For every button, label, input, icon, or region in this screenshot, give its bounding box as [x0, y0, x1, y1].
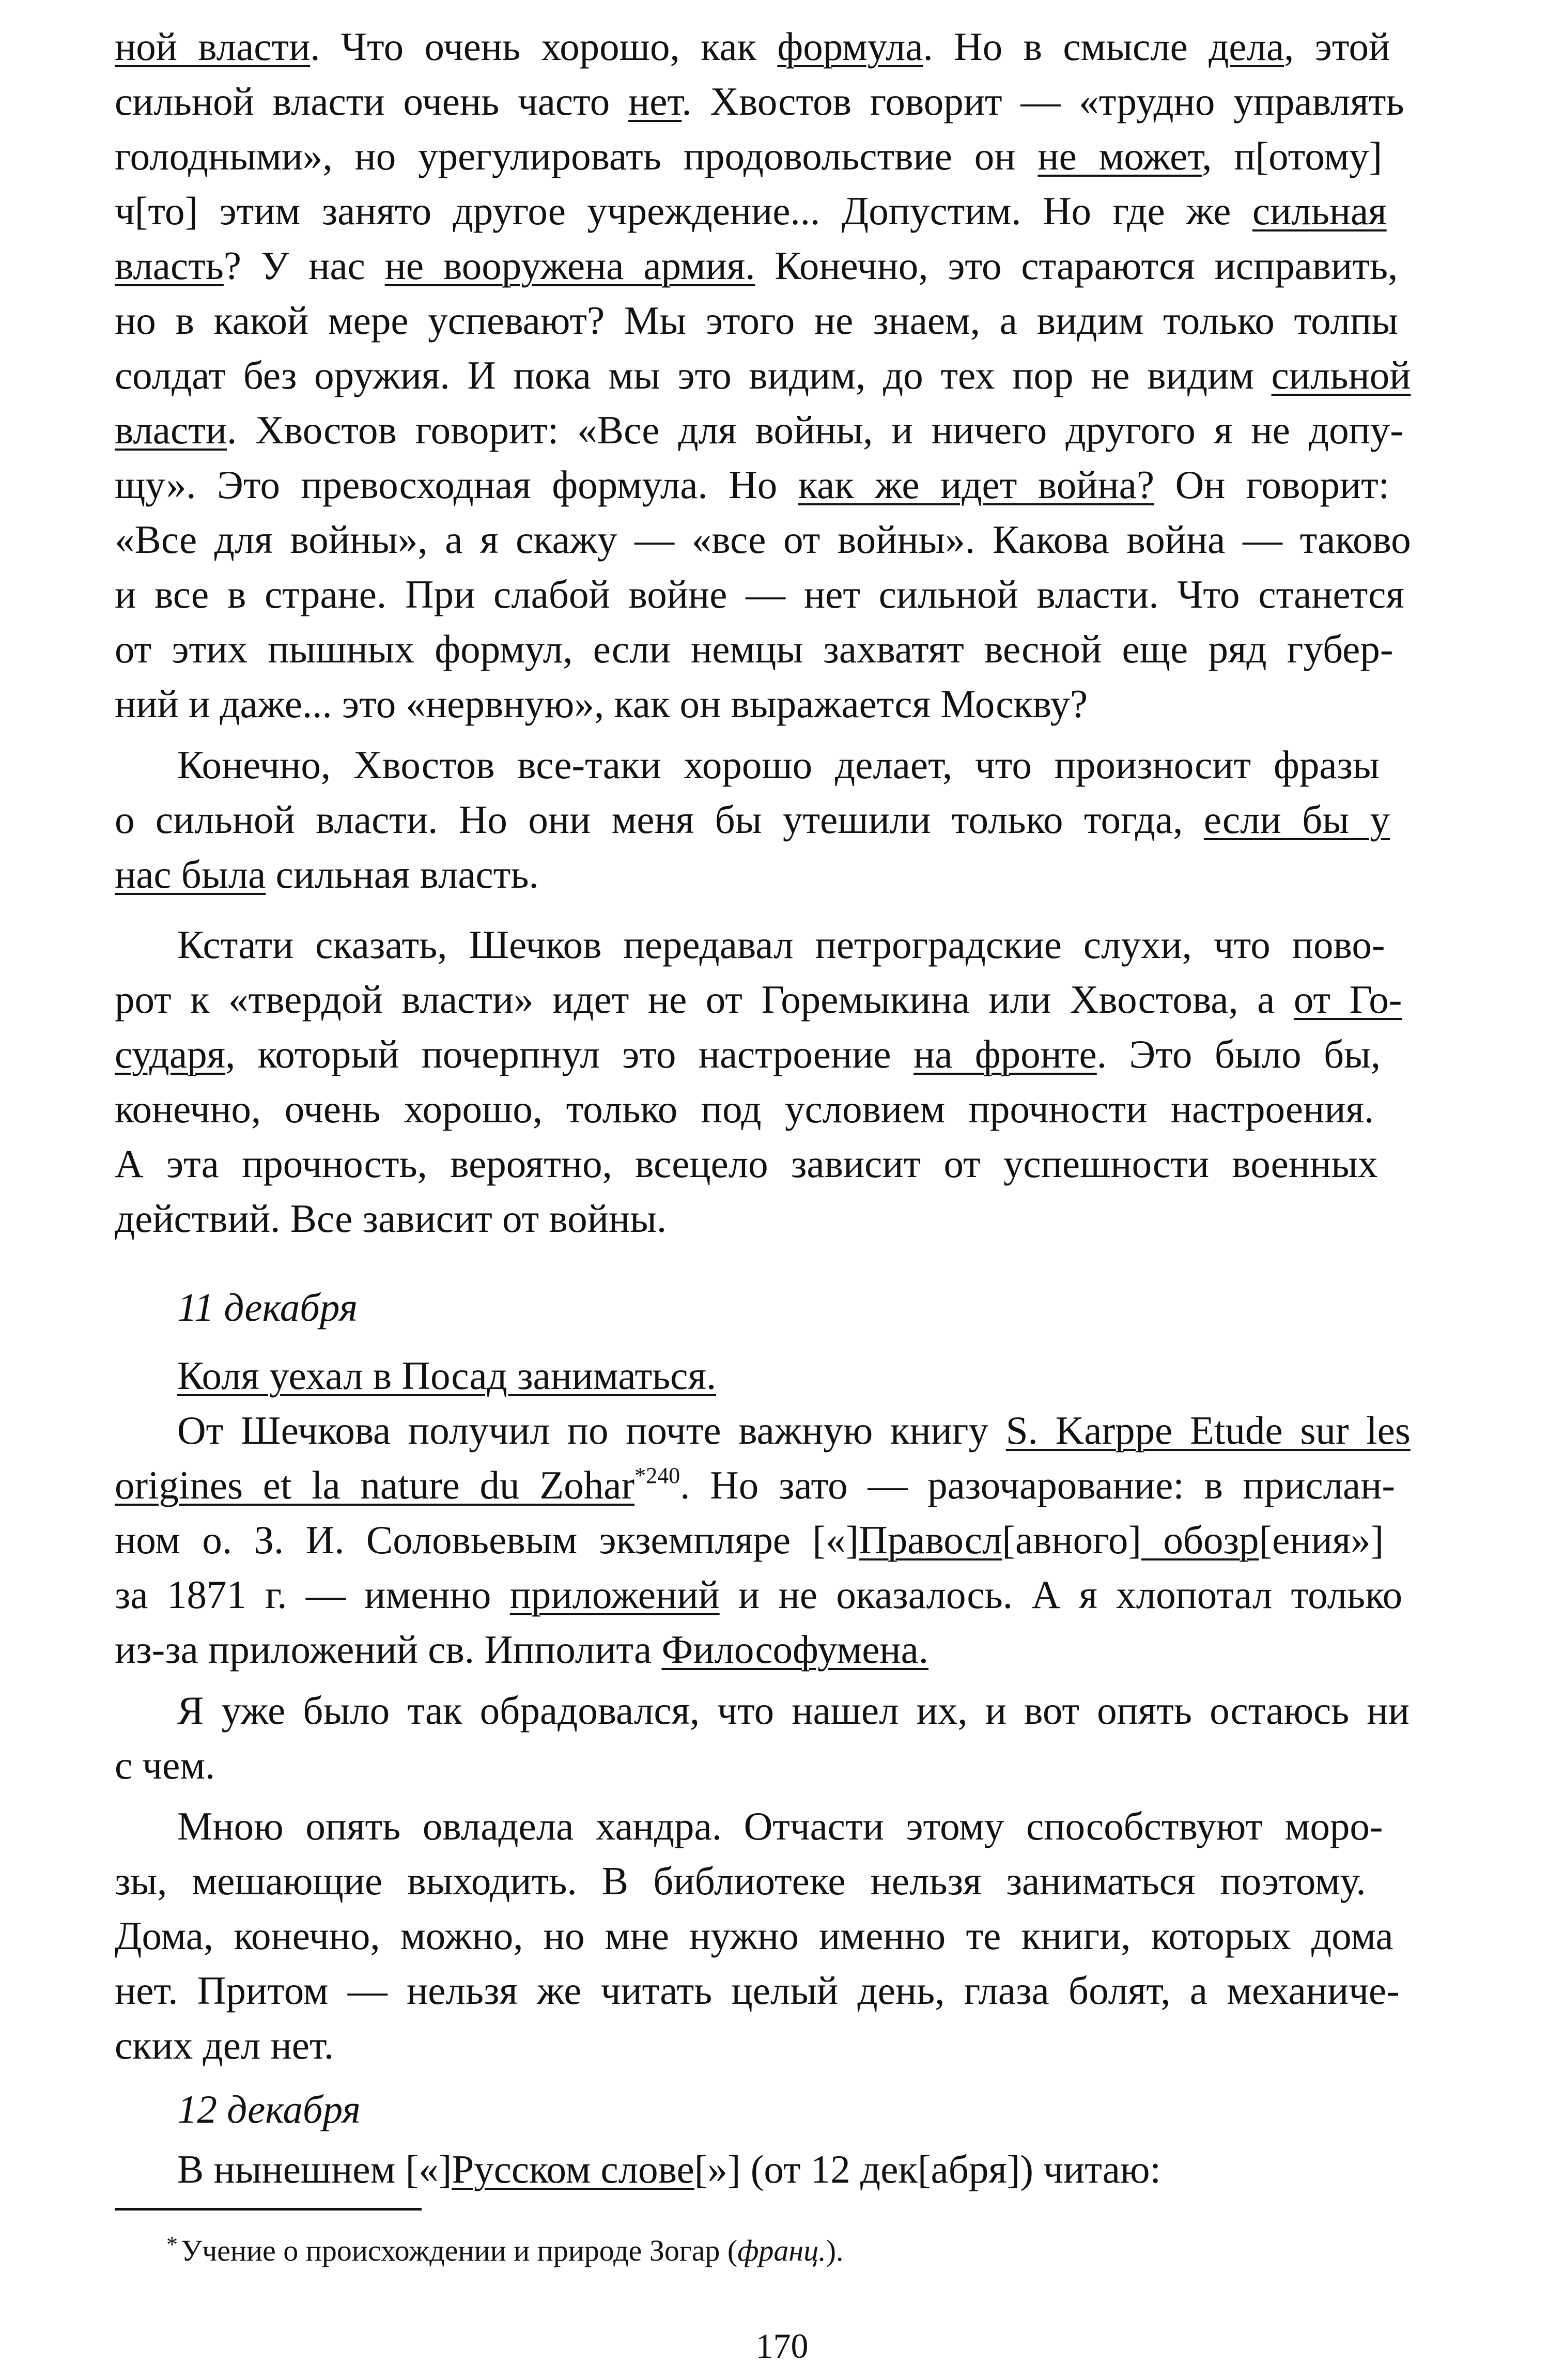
text-line: ских дел нет. — [115, 2023, 334, 2067]
text-line: В нынешнем [«]Русском слове[»] (от 12 дек[абря]) читаю: — [177, 2147, 1161, 2191]
text-line: Мною опять овладела хандра. Отчасти этому способствуют моро- — [177, 1804, 1383, 1848]
text-line: из-за приложений св. Ипполита Философумена. — [115, 1627, 929, 1672]
text-line: за 1871 г. — именно приложений и не оказалось. А я хлопотал только — [115, 1572, 1403, 1617]
text-line: «Все для войны», а я скажу — «все от войны». Какова война — таково — [115, 517, 1411, 562]
text-line: А эта прочность, вероятно, всецело зависит от успешности военных — [115, 1141, 1378, 1186]
text-line: но в какой мере успевают? Мы этого не знаем, а видим только толпы — [115, 298, 1399, 343]
text-line: с чем. — [115, 1743, 215, 1787]
text-line: Я уже было так обрадовался, что нашел их, и вот опять остаюсь ни — [177, 1688, 1410, 1733]
text-line: о сильной власти. Но они меня бы утешили только тогда, если бы у — [115, 797, 1390, 842]
text-line: Конечно, Хвостов все-таки хорошо делает, что произносит фразы — [177, 743, 1380, 787]
text-line: origines et la nature du Zohar$^{*240}$. Но зато — разочарование: в прислан- — [115, 1463, 1396, 1507]
text-line: рот к «твердой власти» идет не от Горемыкина или Хвостова, а от Го- — [115, 977, 1402, 1022]
text-line: ном о. З. И. Соловьевым экземпляре [«]Правосл[авного] обозр[ения»] — [115, 1518, 1384, 1562]
text-line: нет. Притом — нельзя же читать целый день, глаза болят, а механиче- — [115, 1968, 1400, 2013]
entry-date: 11 декабря — [177, 1285, 358, 1330]
text-line: и все в стране. При слабой войне — нет сильной власти. Что станется — [115, 572, 1404, 616]
text-line: сильной власти очень часто нет. Хвостов говорит — «трудно управлять — [115, 79, 1404, 123]
text-line: От Шечкова получил по почте важную книгу S. Karppe Etude sur les — [177, 1408, 1411, 1452]
text-line: Кстати сказать, Шечков передавал петроградские слухи, что пово- — [177, 922, 1385, 967]
text-line: Дома, конечно, можно, но мне нужно именно те книги, которых дома — [115, 1913, 1393, 1958]
text-line: конечно, очень хорошо, только под условием прочности настроения. — [115, 1087, 1374, 1131]
text-line: Коля уехал в Посад заниматься. — [177, 1353, 717, 1398]
footnote-ref: *240 — [634, 1463, 680, 1488]
text-line: солдат без оружия. И пока мы это видим, до тех пор не видим сильной — [115, 353, 1411, 397]
text-line: от этих пышных формул, если немцы захватят весной еще ряд губер- — [115, 627, 1393, 671]
footnote: * Учение о происхождении и природе Зогар (франц.). — [181, 2231, 844, 2270]
text-line: ч[то] этим занято другое учреждение... Допустим. Но где же сильная — [115, 189, 1387, 233]
text-line: ной власти. Что очень хорошо, как формула. Но в смысле дела, этой — [115, 24, 1390, 69]
text-line: власть? У нас не вооружена армия. Конечно, это стараются исправить, — [115, 243, 1398, 288]
text-line: голодными», но урегулировать продовольствие он не может, п[отому] — [115, 134, 1383, 178]
text-line: зы, мешающие выходить. В библиотеке нельзя заниматься поэтому. — [115, 1859, 1366, 1903]
text-line: сударя, который почерпнул это настроение на фронте. Это было бы, — [115, 1032, 1381, 1076]
footnote-marker: * — [166, 2232, 178, 2257]
text-line: ний и даже... это «нервную», как он выражается Москву? — [115, 682, 1088, 726]
page-number: 170 — [755, 2326, 809, 2366]
text-line: щу». Это превосходная формула. Но как же идет война? Он говорит: — [115, 462, 1390, 507]
entry-date: 12 декабря — [177, 2087, 361, 2131]
footnote-divider — [115, 2208, 422, 2211]
text-line: действий. Все зависит от войны. — [115, 1196, 667, 1241]
text-line: нас была сильная власть. — [115, 852, 539, 897]
text-line: власти. Хвостов говорит: «Все для войны, и ничего другого я не допу- — [115, 408, 1403, 452]
